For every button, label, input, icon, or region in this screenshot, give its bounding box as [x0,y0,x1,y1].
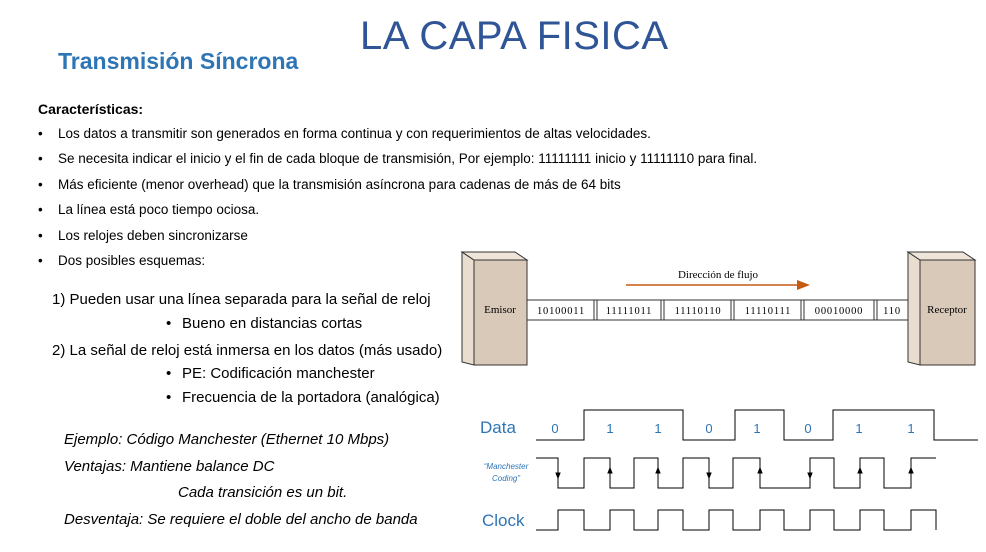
up-arrow-icon [858,468,862,473]
bit-label: 0 [804,421,812,436]
bit-label: 1 [753,421,761,436]
bit-block: 110 [883,306,901,317]
bit-block: 10100011 [536,306,586,317]
bit-label: 1 [606,421,614,436]
bit-label: 0 [551,421,559,436]
feature-item: • Más eficiente (menor overhead) que la transmisión asíncrona para cadenas de más de 64 bits [38,175,757,200]
up-arrow-icon [909,468,913,473]
scheme-2-detail-2: • Frecuencia de la portadora (analógica) [166,389,440,406]
manchester-waveform [536,458,936,488]
coding-label: Coding” [491,474,521,483]
bit-label: 1 [907,421,915,436]
direction-label: Dirección de flujo [677,269,759,281]
feature-item: • Los datos a transmitir son generados en forma continua y con requerimientos de altas velocidades. [38,124,757,149]
down-arrow-icon [556,473,560,478]
down-arrow-icon [707,473,711,478]
bit-label: 0 [705,421,713,436]
feature-item: • Dos posibles esquemas: [38,251,757,276]
example-advantage: Ventajas: Mantiene balance DC [64,458,275,475]
receiver-label: Receptor [927,304,967,316]
example-disadvantage: Desventaja: Se requiere el doble del ancho de banda [64,511,418,528]
down-arrow-icon [808,473,812,478]
coding-label: “Manchester [483,462,529,471]
data-label: Data [480,418,516,437]
bit-block: 00010000 [814,306,864,317]
feature-item: • Los relojes deben sincronizarse [38,226,757,251]
up-arrow-icon [758,468,762,473]
clock-label: Clock [482,511,525,530]
scheme-2: 2) La señal de reloj está inmersa en los datos (más usado) [52,342,443,359]
bit-block: 11111011 [605,306,653,317]
sender-label: Emisor [484,304,516,316]
example-advantage-2: Cada transición es un bit. [178,484,348,501]
features-heading: Características: [38,101,144,117]
up-arrow-icon [656,468,660,473]
feature-item: • La línea está poco tiempo ociosa. [38,200,757,225]
up-arrow-icon [608,468,612,473]
bit-block: 11110110 [674,306,722,317]
scheme-2-detail-1: • PE: Codificación manchester [166,365,375,382]
example-title: Ejemplo: Código Manchester (Ethernet 10 Mbps) [64,431,390,448]
section-subtitle: Transmisión Síncrona [58,48,299,74]
page-title: LA CAPA FISICA [360,14,669,58]
feature-item: • Se necesita indicar el inicio y el fin de cada bloque de transmisión, Por ejemplo: 11111111 inicio y 11111110 para final. [38,149,757,174]
clock-waveform [536,510,936,530]
scheme-1: 1) Pueden usar una línea separada para la señal de reloj [52,291,431,308]
bit-label: 1 [855,421,863,436]
bit-label: 1 [654,421,662,436]
scheme-1-detail: • Bueno en distancias cortas [166,315,362,332]
bit-block: 11110111 [744,306,792,317]
